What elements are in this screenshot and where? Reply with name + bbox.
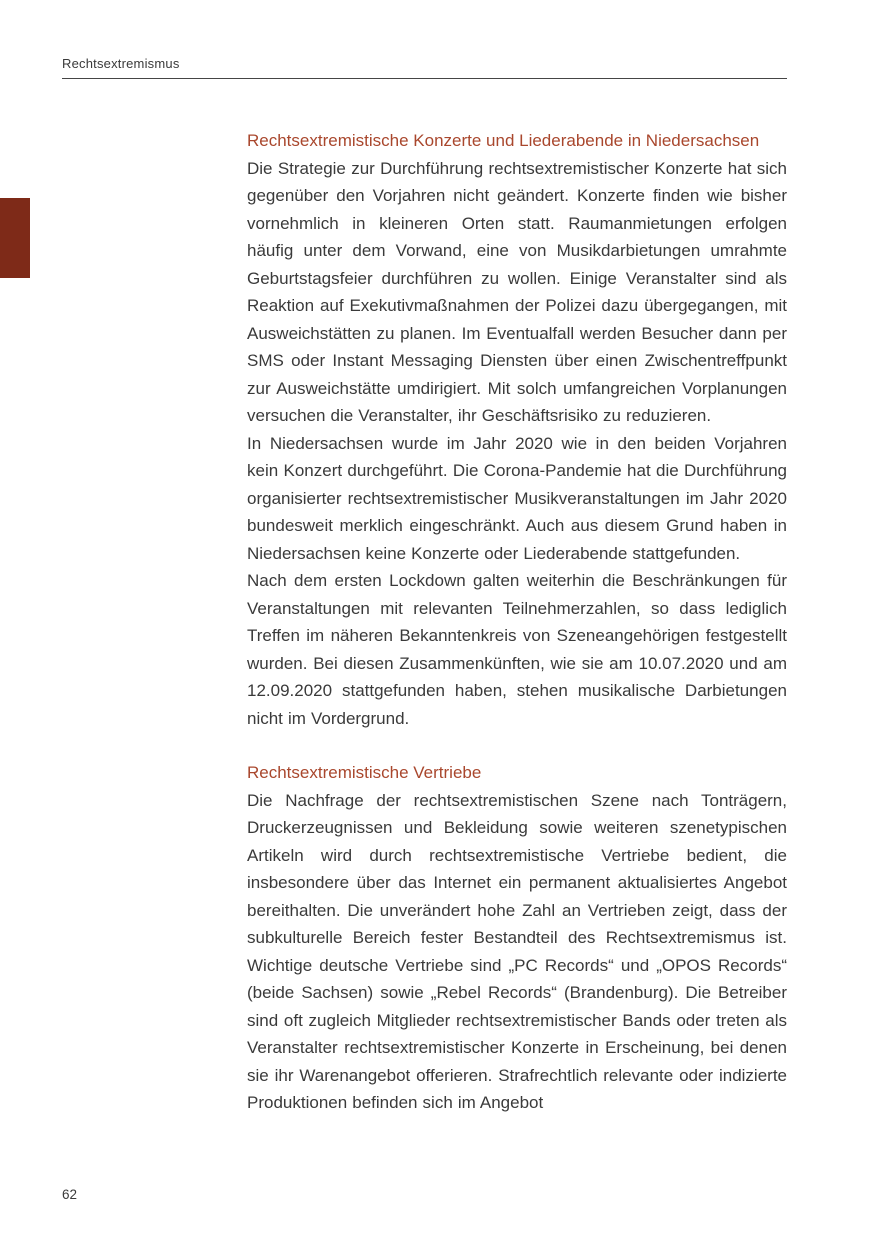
text-column — [247, 127, 787, 1117]
paragraph: Die Nachfrage der rechtsextremistischen Szene nach Tonträgern, Druckerzeugnissen und Bekleidung sowie weiteren szenetypischen Artikeln wird durch rechtsextremistische Vertriebe bedient, die insbesondere über das Internet ein permanent aktualisiertes Angebot bereithalten. Die unverändert hohe Zahl an Vertrieben zeigt, dass der subkulturelle Bereich fester Bestandteil des Rechtsextremismus ist. Wichtige deutsche Vertriebe sind „PC Records“ und „OPOS Records“ (beide Sachsen) sowie „Rebel Records“ (Brandenburg). Die Betreiber sind oft zugleich Mitglieder rechtsextremistischer Bands oder treten als Veranstalter rechtsextremistischer Konzerte in Erscheinung, bei denen sie ihr Warenangebot offerieren. Strafrechtlich relevante oder indizierte Produktionen befinden sich im Angebot — [247, 790, 787, 1112]
header-rule — [62, 78, 787, 79]
section-heading-vertriebe: Rechtsextremistische Vertriebe — [247, 763, 482, 782]
paragraph: Nach dem ersten Lockdown galten weiterhin die Beschränkungen für Veranstaltungen mit relevanten Teilnehmerzahlen, so dass lediglich Treffen im näheren Bekanntenkreis von Szeneangehörigen festgestellt wurden. Bei diesen Zusammenkünften, wie sie am 10.07.2020 und am 12.09.2020 stattgefunden haben, stehen musikalische Darbietungen nicht im Vordergrund. — [247, 571, 787, 728]
page-number: 62 — [62, 1187, 78, 1202]
running-header: Rechtsextremismus — [62, 56, 180, 71]
section-konzerte — [247, 127, 787, 732]
chapter-edge-tab — [0, 198, 30, 278]
section-vertriebe — [247, 759, 787, 1117]
section-heading-konzerte: Rechtsextremistische Konzerte und Liederabende in Niedersachsen — [247, 131, 760, 150]
paragraph: Die Strategie zur Durchführung rechtsextremistischer Konzerte hat sich gegenüber den Vorjahren nicht geändert. Konzerte finden wie bisher vornehmlich in kleineren Orten statt. Raumanmietungen erfolgen häufig unter dem Vorwand, eine von Musikdarbietungen umrahmte Geburtstagsfeier durchführen zu wollen. Einige Veranstalter sind als Reaktion auf Exekutivmaßnahmen der Polizei dazu übergegangen, mit Ausweichstätten zu planen. Im Eventualfall werden Besucher dann per SMS oder Instant Messaging Diensten über einen Zwischentreffpunkt zur Ausweichstätte umdirigiert. Mit solch umfangreichen Vorplanungen versuchen die Veranstalter, ihr Geschäftsrisiko zu reduzieren. — [247, 158, 787, 425]
paragraph: In Niedersachsen wurde im Jahr 2020 wie in den beiden Vorjahren kein Konzert durchgeführt. Die Corona-Pandemie hat die Durchführung organisierter rechtsextremistischer Musikveranstaltungen im Jahr 2020 bundesweit merklich eingeschränkt. Auch aus diesem Grund haben in Niedersachsen keine Konzerte oder Liederabende stattgefunden. — [247, 433, 787, 563]
